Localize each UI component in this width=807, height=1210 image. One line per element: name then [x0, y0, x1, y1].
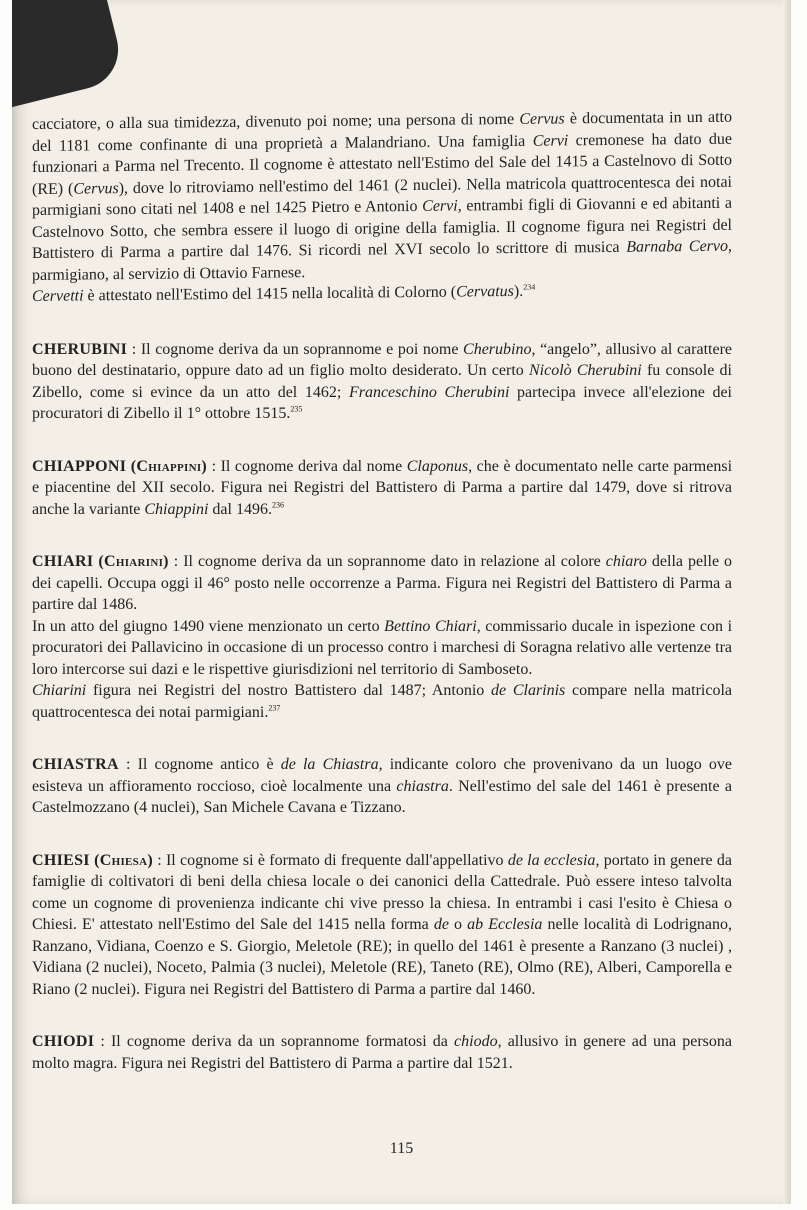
italic-term: Cervetti: [32, 287, 84, 305]
text-run: . Nell'estimo del sale del 1461 è presente a Castelmozzano (4 nuclei), San Michele Cavana e Tizzano.: [32, 777, 732, 816]
text-run: , portato in genere da famiglie di coltivatori di beni della chiesa locale o dei canonici della Cattedrale. Può essere inteso talvolta come un cognome di provenienza indicante chi vive presso la chiesa. In entrambi i casi l'esito è Chiesa o Chiesi. E' attestato nell'Estimo del Sale del 1415 nella forma: [32, 851, 733, 933]
italic-term: Claponus: [406, 457, 469, 475]
entry-chiastra: [32, 754, 732, 819]
entry-paragraph: [32, 616, 732, 681]
italic-term: Cervatus: [456, 282, 514, 301]
entry-chiapponi: [32, 456, 732, 521]
entry-chiari: [32, 551, 732, 723]
entry-paragraph: [32, 850, 732, 1001]
italic-term: chiodo: [454, 1033, 498, 1050]
heading-separator: :: [152, 851, 166, 869]
text-run: partecipa invece all'elezione dei procuratori di Zibello il 1° ottobre 1515.: [32, 383, 733, 422]
entry-paragraph: [32, 680, 732, 723]
text-run: , allusivo in genere ad una persona molto magra. Figura nei Registri del Battistero di Parma a partire dal 1521.: [32, 1033, 732, 1072]
text-run: , che è documentato nelle carte parmensi e piacentine del XII secolo. Figura nei Registri del Battistero di Parma a partire dal 1479, dove si ritrova anche la variante: [32, 457, 733, 518]
book-page: [12, 0, 791, 1204]
page-text: [32, 108, 733, 1105]
heading-separator: :: [127, 340, 141, 358]
text-run: nelle località di Lodrignano, Ranzano, Vidiana, Coenzo e S. Giorgio, Meletole (RE); in quello del 1461 è presente a Ranzano (3 nuclei) , Vidiana (2 nuclei), Noceto, Palmia (3 nuclei), Meletole (RE), Taneto (RE), Olmo (RE), Alberi, Camporella e Riano (2 nuclei). Figura nei Registri del Battistero di Parma a partire dal 1460.: [32, 916, 732, 998]
text-run: In un atto del giugno 1490 viene menzionato un certo: [32, 617, 385, 635]
entry-paragraph: [32, 1031, 732, 1074]
entry-chiodi: [32, 1031, 732, 1074]
italic-term: chiastra: [396, 777, 449, 795]
italic-term: Cervi: [532, 131, 569, 150]
text-run: Il cognome si è formato di frequente dall'appellativo: [165, 851, 508, 869]
italic-term: chiaro: [605, 553, 647, 570]
text-run: ).: [513, 282, 524, 300]
italic-term: de Clarinis: [491, 682, 566, 699]
text-run: , “angelo”, allusivo al carattere buono del destinatario, oppure dato ad un figlio molto desiderato. Un certo: [32, 340, 733, 379]
italic-term: Chiappini: [144, 500, 209, 518]
entry-cherubini: [32, 339, 732, 425]
entry-heading: CHIASTRA: [32, 756, 119, 773]
entry-paragraph: [32, 107, 732, 286]
entry-variant: (Chiesa): [94, 851, 153, 869]
footnote-ref: 236: [271, 500, 284, 510]
italic-term: Cervus: [519, 110, 565, 128]
text-run: cremonese ha dato due funzionari a Parma nel Trecento. Il cognome è attestato nell'Estimo del Sale del 1415 a Castelnovo di Sotto (RE) (: [32, 130, 733, 198]
text-run: Il cognome antico è: [137, 756, 281, 773]
text-run: è documentata in un atto del 1181 come confinante di una proprietà a Malandriano. Una famiglia: [32, 108, 733, 155]
heading-separator: :: [94, 1033, 111, 1050]
italic-term: Cervi: [422, 197, 458, 215]
italic-term: de la ecclesia: [507, 851, 596, 869]
text-run: dal 1496.: [208, 500, 272, 518]
entry-variant: (Chiarini): [98, 553, 169, 570]
text-run: o: [448, 916, 468, 933]
entry-paragraph: [32, 339, 732, 425]
page-edge: [783, 0, 791, 1204]
italic-term: Cherubino: [463, 340, 532, 358]
footnote-ref: 234: [523, 282, 536, 292]
text-run: della pelle o dei capelli. Occupa oggi il 46° posto nelle occorrenze a Parma. Figura nei Registri del Battistero di Parma a partire dal 1486.: [32, 553, 733, 613]
text-run: Il cognome deriva da un soprannome e poi nome: [140, 340, 464, 358]
entry-heading: CHIARI: [32, 553, 94, 570]
heading-separator: :: [168, 553, 184, 570]
text-run: figura nei Registri del nostro Battistero dal 1487; Antonio: [86, 682, 492, 699]
italic-term: de: [433, 916, 449, 933]
italic-term: Chiarini: [32, 682, 87, 699]
heading-separator: :: [207, 457, 221, 475]
text-run: , parmigiano, al servizio di Ottavio Farnese.: [32, 237, 732, 284]
text-run: ), dove lo ritroviamo nell'estimo del 1461 (2 nuclei). Nella matricola quattrocentesca dei notai parmigiani sono citati nel 1408 e nel 1425 Pietro e Antonio: [32, 173, 732, 219]
text-run: fu console di Zibello, come si evince da un atto del 1462;: [32, 362, 733, 401]
text-run: , commissario ducale in ispezione con i procuratori dei Pallavicino in occasione di un processo contro i marchesi di Soragna relativo alle vertenze tra loro intercorse sui dazi e le rispettive giurisdizioni nel territorio di Samboseto.: [32, 617, 733, 678]
italic-term: Franceschino Cherubini: [348, 383, 510, 401]
italic-term: Bettino Chiari: [384, 617, 477, 635]
italic-term: Barnaba Cervo: [626, 237, 728, 256]
text-run: , indicante coloro che provenivano da un luogo ove esisteva un affioramento roccioso, cioè localmente una: [32, 756, 733, 795]
entry-variant: (Chiappini): [130, 457, 208, 475]
text-run: Il cognome deriva da un soprannome dato in relazione al colore: [183, 553, 606, 570]
text-run: è attestato nell'Estimo del 1415 nella località di Colorno (: [83, 283, 457, 305]
entry-paragraph: [32, 456, 732, 521]
footnote-ref: 235: [290, 404, 303, 414]
text-run: compare nella matricola quattrocentesca dei notai parmigiani.: [32, 682, 732, 721]
italic-term: de la Chiastra: [280, 756, 379, 773]
page-number: 115: [389, 1140, 414, 1157]
italic-term: Cervus: [73, 179, 119, 198]
text-run: cacciatore, o alla sua timidezza, divenuto poi nome; una persona di nome: [32, 110, 520, 133]
entry-heading: CHIODI: [32, 1033, 95, 1050]
heading-separator: :: [118, 756, 138, 773]
italic-term: ab Ecclesia: [467, 916, 543, 933]
italic-term: Nicolò Cherubini: [528, 362, 642, 379]
text-run: , entrambi figli di Giovanni e ed abitanti a Castelnovo Sotto, che sembra essere il luogo di origine della famiglia. Il cognome figura nei Registri del Battistero di Parma a partire dal 1476. Si ricordi nel XVI secolo lo scrittore di musica: [32, 194, 733, 262]
entry-paragraph: [32, 754, 732, 819]
entry-chiesi: [32, 850, 732, 1001]
entry-heading: CHIAPPONI: [32, 457, 127, 475]
text-run: Il cognome deriva da un soprannome formatosi da: [110, 1033, 455, 1050]
entry-heading: CHIESI: [32, 851, 90, 869]
entry-cervi: [32, 107, 732, 308]
entry-paragraph: [32, 551, 732, 616]
footnote-ref: 237: [268, 703, 281, 713]
text-run: Il cognome deriva dal nome: [220, 457, 407, 475]
entry-heading: CHERUBINI: [32, 340, 128, 358]
